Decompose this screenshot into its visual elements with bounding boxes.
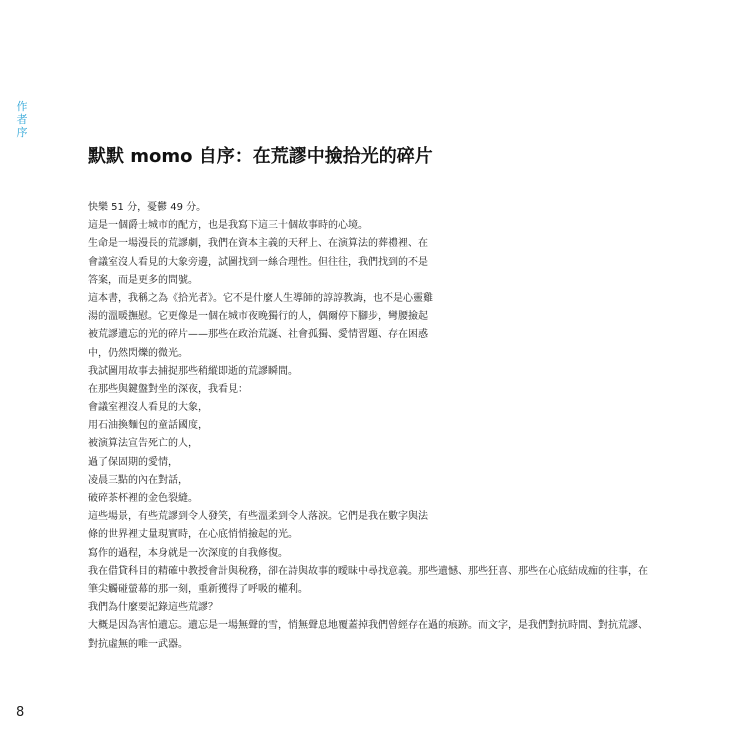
paragraph-line: 會議室沒人看見的大象旁邊，試圖找到一絲合理性。但往往，我們找到的不是 [88, 256, 428, 268]
paragraph-line: 中，仍然閃爍的微光。 [88, 347, 188, 359]
paragraph-line: 這是一個爵士城市的配方，也是我寫下這三十個故事時的心境。 [88, 220, 368, 232]
paragraph-line: 答案，而是更多的問號。 [88, 274, 198, 286]
paragraph-line: 破碎茶杯裡的金色裂縫。 [88, 493, 198, 504]
paragraph-line: 我在借貸科目的精確中教授會計與稅務，卻在詩與故事的曖昧中尋找意義。那些遺憾、那些狂喜、那些在心底結成痂的往事，在 [88, 565, 648, 577]
paragraph-line: 生命是一場漫長的荒謬劇，我們在資本主義的天秤上、在演算法的葬禮裡、在 [88, 238, 428, 250]
section-label-char: 序 [16, 126, 28, 139]
paragraph-line: 條的世界裡丈量現實時，在心底悄悄撿起的光。 [88, 529, 298, 541]
paragraph-line: 被演算法宣告死亡的人， [88, 438, 198, 450]
paragraph-line: 我們為什麼要記錄這些荒謬？ [88, 602, 218, 614]
paragraph-line: 用石油換麵包的童話國度， [88, 420, 208, 432]
section-label-char: 作 [16, 100, 28, 113]
paragraph-line: 我試圖用故事去捕捉那些稍縱即逝的荒謬瞬間。 [88, 365, 298, 377]
paragraph-line: 這本書，我稱之為《拾光者》。它不是什麼人生導師的諄諄教誨，也不是心靈雞 [88, 292, 433, 304]
section-label [15, 100, 29, 139]
paragraph-line: 快樂 51 分，憂鬱 49 分。 [88, 202, 207, 213]
paragraph-line: 筆尖觸碰螢幕的那一刻，重新獲得了呼吸的權利。 [88, 583, 308, 595]
paragraph-line: 寫作的過程，本身就是一次深度的自我修復。 [88, 547, 288, 559]
paragraph-line: 對抗虛無的唯一武器。 [88, 638, 188, 650]
body-text [88, 199, 688, 654]
page-number: 8 [16, 705, 25, 720]
paragraph-line: 凌晨三點的內在對話， [88, 474, 188, 486]
paragraph-line: 大概是因為害怕遺忘。遺忘是一場無聲的雪，悄無聲息地覆蓋掉我們曾經存在過的痕跡。而文字，是我們對抗時間、對抗荒謬、 [88, 620, 648, 632]
paragraph-line: 在那些與鍵盤對坐的深夜，我看見： [88, 383, 248, 395]
paragraph-line: 過了保固期的愛情， [88, 456, 178, 468]
section-label-char: 者 [16, 113, 28, 126]
paragraph-line: 這些場景，有些荒謬到令人發笑，有些溫柔到令人落淚。它們是我在數字與法 [88, 511, 428, 523]
page-title: 默默 momo 自序：在荒謬中撿拾光的碎片 [88, 146, 433, 167]
paragraph-line: 湯的溫暖撫慰。它更像是一個在城市夜晚獨行的人，偶爾停下腳步，彎腰撿起 [88, 311, 428, 323]
paragraph-line: 會議室裡沒人看見的大象， [88, 402, 208, 414]
paragraph-line: 被荒謬遺忘的光的碎片——那些在政治荒誕、社會孤獨、愛情習題、存在困惑 [88, 329, 428, 341]
